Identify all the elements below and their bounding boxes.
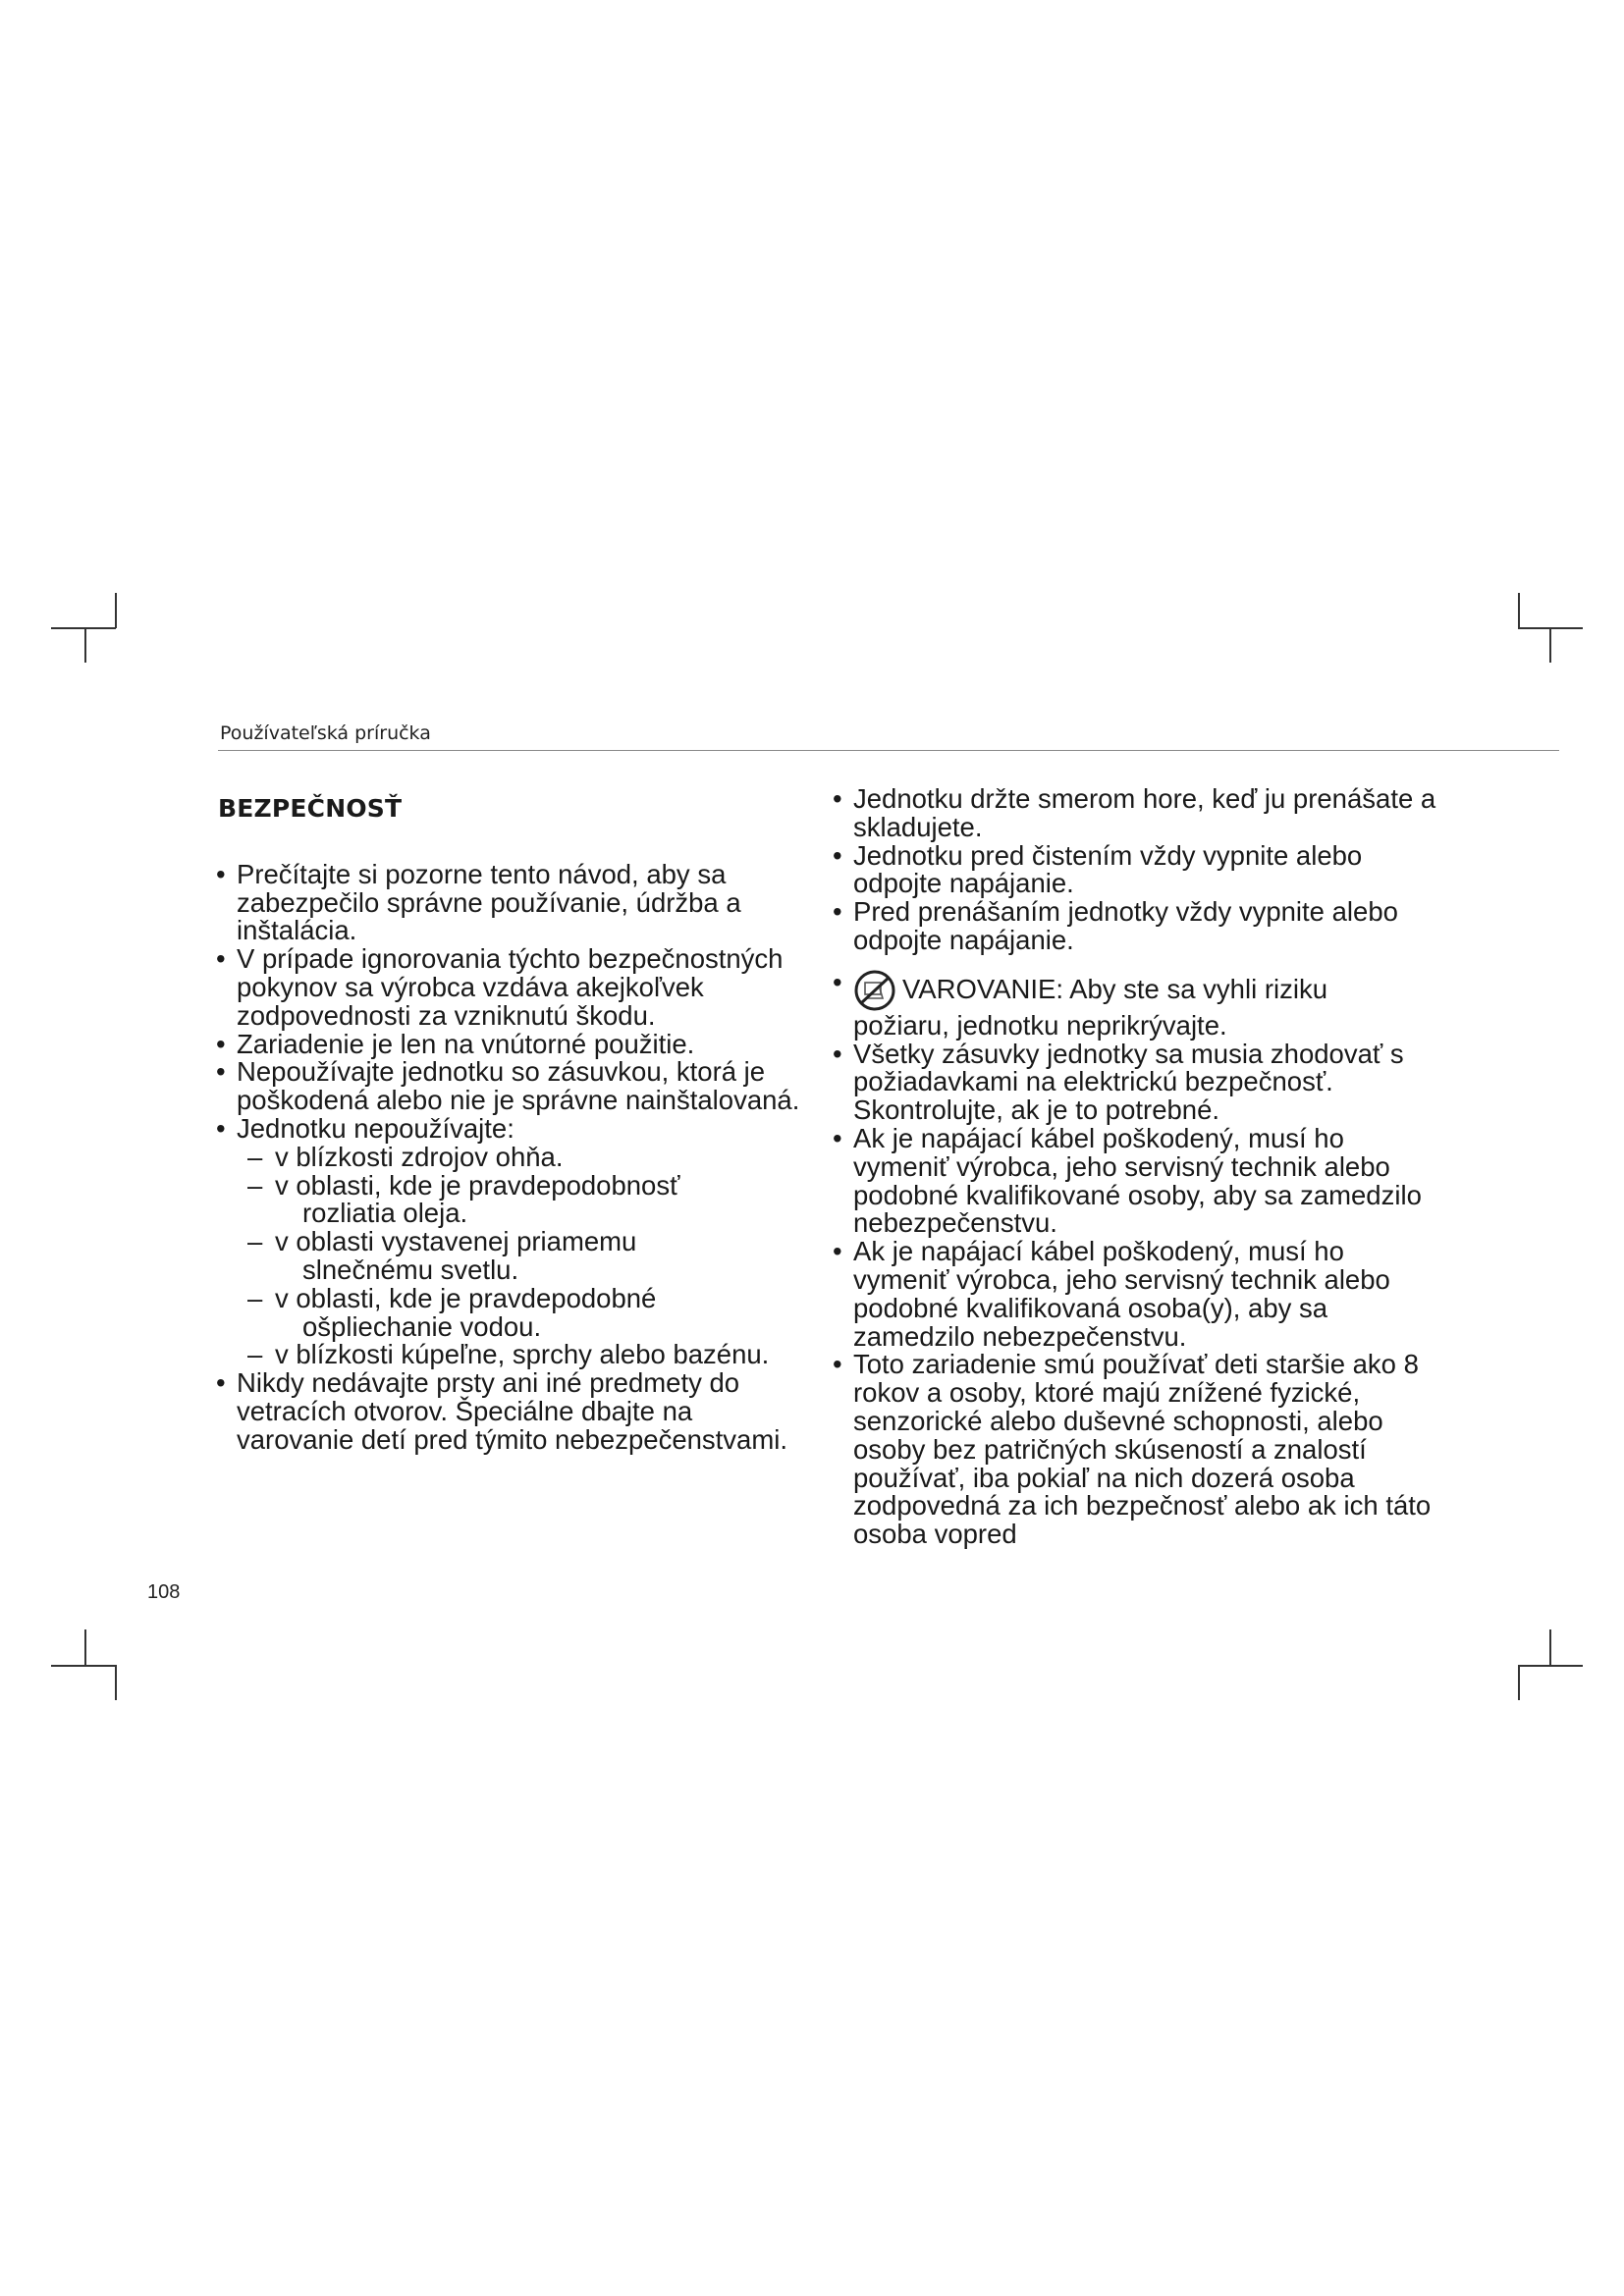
right-column xyxy=(831,785,1439,1549)
list-item: • Pred prenášaním jednotky vždy vypnite alebo odpojte napájanie. xyxy=(833,896,1398,955)
page-header xyxy=(218,721,1559,751)
warning-continuation: požiaru, jednotku neprikrývajte. xyxy=(853,1009,1227,1041)
list-item: • Nepoužívajte jednotku so zásuvkou, ktorá je poškodená alebo nie je správne nainštalovaná. xyxy=(216,1056,800,1116)
list-item: • Jednotku držte smerom hore, keď ju prenášate a skladujete. xyxy=(833,783,1436,842)
list-item: • Ak je napájací kábel poškodený, musí ho vymeniť výrobca, jeho servisný technik alebo podobné kvalifikované osoby, aby sa zamedzilo nebezpečenstvu. xyxy=(833,1122,1422,1239)
list-item: • Nikdy nedávajte prsty ani iné predmety do vetracích otvorov. Špeciálne dbajte na varovanie detí pred týmito nebezpečenstvami. xyxy=(216,1367,787,1455)
sub-list-item: – v oblasti vystavenej priamemu slnečnému svetlu. xyxy=(247,1226,637,1285)
sub-list-item: – v blízkosti kúpeľne, sprchy alebo bazénu. xyxy=(247,1339,770,1370)
list-item: • Všetky zásuvky jednotky sa musia zhodovať s požiadavkami na elektrickú bezpečnosť. Skontrolujte, ak je to potrebné. xyxy=(833,1038,1404,1126)
section-title: BEZPEČNOSŤ xyxy=(218,794,403,823)
sub-list-item: – v oblasti, kde je pravdepodobnosť rozliatia oleja. xyxy=(247,1169,680,1229)
list-item: • V prípade ignorovania týchto bezpečnostných pokynov sa výrobca vzdáva akejkoľvek zodpovednosti za vzniknutú škodu. xyxy=(216,943,784,1031)
page-number: 108 xyxy=(147,1581,181,1603)
warning-item: • VAROVANIE: Aby ste sa vyhli riziku požiaru, jednotku neprikrývajte. xyxy=(831,969,1439,1041)
sub-list-item: – v blízkosti zdrojov ohňa. xyxy=(247,1141,564,1172)
list-item: • Toto zariadenie smú používať deti staršie ako 8 rokov a osoby, ktoré majú znížené fyzické, senzorické alebo duševné schopnosti, alebo osoby bez patričných skúseností a znalostí používať, iba pokiaľ na nich dozerá osoba zodpovedná za ich bezpečnosť alebo ak ich táto osoba vopred xyxy=(833,1349,1432,1550)
sub-list-item: – v oblasti, kde je pravdepodobné ošpliechanie vodou. xyxy=(247,1282,657,1342)
no-cover-icon xyxy=(853,969,898,1012)
list-item: • Prečítajte si pozorne tento návod, aby sa zabezpečilo správne používanie, údržba a inštalácia. xyxy=(216,858,741,946)
warning-label: VAROVANIE: Aby ste sa vyhli riziku xyxy=(902,973,1328,1004)
header-title: Používateľská príručka xyxy=(220,722,431,744)
list-item: • Zariadenie je len na vnútorné použitie. xyxy=(216,1028,695,1059)
list-item: • Jednotku nepoužívajte: xyxy=(216,1112,514,1144)
list-item: • Ak je napájací kábel poškodený, musí ho vymeniť výrobca, jeho servisný technik alebo podobné kvalifikovaná osoba(y), aby sa zamedzilo nebezpečenstvu. xyxy=(833,1236,1390,1352)
list-item: • Jednotku pred čistením vždy vypnite alebo odpojte napájanie. xyxy=(833,839,1363,899)
left-column xyxy=(214,785,803,1455)
